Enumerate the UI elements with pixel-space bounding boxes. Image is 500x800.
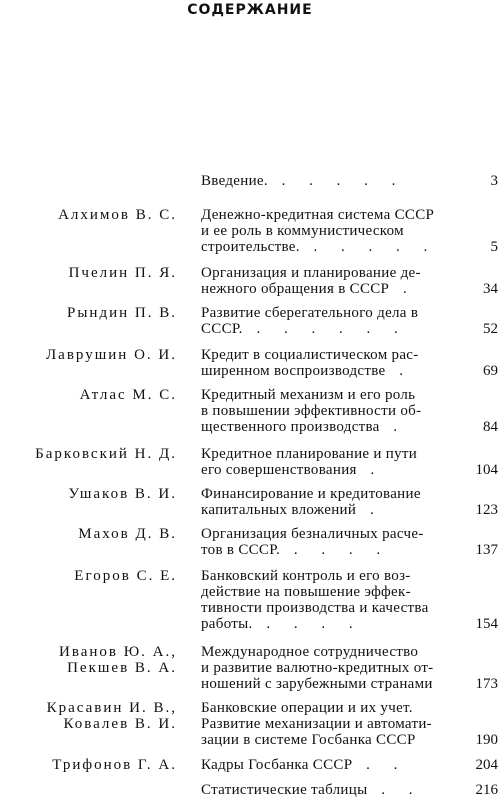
toc-title-line bbox=[201, 644, 473, 660]
toc-title-line bbox=[201, 347, 473, 363]
toc-title-line bbox=[201, 486, 473, 502]
toc-author-line: Пекшев В. А. bbox=[67, 660, 177, 676]
toc-title bbox=[201, 486, 473, 518]
toc-author-line: Махов Д. В. bbox=[78, 526, 177, 542]
toc-title-text: работы. bbox=[201, 616, 253, 632]
toc-title-text: Кредитный механизм и его роль bbox=[201, 387, 416, 403]
toc-author-line: Егоров С. Е. bbox=[74, 568, 177, 584]
toc-title-line bbox=[201, 782, 473, 798]
toc-page-number: 3 bbox=[490, 173, 498, 189]
toc-title-text: ношений с зарубежными странами bbox=[201, 676, 433, 692]
toc-title-line bbox=[201, 419, 473, 435]
toc-title-text: строительстве. bbox=[201, 239, 300, 255]
toc-title-line bbox=[201, 265, 473, 281]
toc-title-line bbox=[201, 239, 473, 255]
toc-leader-dots: . . . . . bbox=[299, 239, 438, 255]
toc-title-line bbox=[201, 732, 473, 748]
toc-title-text: Организация безналичных расче- bbox=[201, 526, 424, 542]
toc-title-line bbox=[201, 716, 473, 732]
toc-author-line: Иванов Ю. А., bbox=[59, 644, 177, 660]
toc-author-line: Ковалев В. И. bbox=[63, 716, 177, 732]
toc-title-text: щественного производства bbox=[201, 419, 380, 435]
toc-author-line: Алхимов В. С. bbox=[58, 207, 177, 223]
toc-title-line bbox=[201, 173, 473, 189]
toc-title-text: Банковские операции и их учет. bbox=[201, 700, 413, 716]
toc-title-line bbox=[201, 568, 473, 584]
toc-leader-dots: . . bbox=[367, 782, 423, 798]
toc-title-text: тов в СССР. bbox=[201, 542, 281, 558]
toc-author bbox=[0, 387, 177, 403]
toc-title-line bbox=[201, 207, 473, 223]
toc-author bbox=[0, 644, 177, 676]
toc-title-line bbox=[201, 700, 473, 716]
toc-author-line: Атлас М. С. bbox=[79, 387, 177, 403]
toc-author-line: Ушаков В. И. bbox=[68, 486, 177, 502]
toc-author-line: Пчелин П. Я. bbox=[68, 265, 177, 281]
toc-leader-dots: . bbox=[356, 462, 385, 478]
toc-title-text: и ее роль в коммунистическом bbox=[201, 223, 404, 239]
toc-page-number: 190 bbox=[475, 732, 498, 748]
toc-title-text: Банковский контроль и его воз- bbox=[201, 568, 411, 584]
toc-title bbox=[201, 526, 473, 558]
toc-page-number: 154 bbox=[475, 616, 498, 632]
toc-title bbox=[201, 644, 473, 692]
toc-title-line bbox=[201, 542, 473, 558]
toc-title bbox=[201, 782, 473, 798]
toc-title-line bbox=[201, 223, 473, 239]
toc-title-text: СССР. bbox=[201, 321, 243, 337]
toc-title-text: капитальных вложений bbox=[201, 502, 357, 518]
toc-title-text: Денежно-кредитная система СССР bbox=[201, 207, 435, 223]
toc-title bbox=[201, 265, 473, 297]
toc-title-line bbox=[201, 305, 473, 321]
toc-title-line bbox=[201, 616, 473, 632]
toc-title-text: действие на повышение эффек- bbox=[201, 584, 411, 600]
toc-author bbox=[0, 568, 177, 584]
toc-author bbox=[0, 700, 177, 732]
toc-title bbox=[201, 700, 473, 748]
toc-title-text: Международное сотрудничество bbox=[201, 644, 419, 660]
toc-title-text: Развитие сберегательного дела в bbox=[201, 305, 419, 321]
toc-page-number: 69 bbox=[483, 363, 498, 379]
toc-page-number: 84 bbox=[483, 419, 498, 435]
toc-title-text: его совершенствования bbox=[201, 462, 357, 478]
toc-page-number: 204 bbox=[475, 757, 498, 773]
toc-author-line: Трифонов Г. А. bbox=[52, 757, 177, 773]
toc-title-line bbox=[201, 526, 473, 542]
toc-leader-dots: . bbox=[389, 281, 417, 297]
toc-title-text: зации в системе Госбанка СССР bbox=[201, 732, 416, 748]
toc-leader-dots: . . . . bbox=[280, 542, 391, 558]
toc-leader-dots: . . . . . bbox=[267, 173, 406, 189]
toc-author bbox=[0, 757, 177, 773]
toc-title-text: и развитие валютно-кредитных от- bbox=[201, 660, 434, 676]
toc-title-line bbox=[201, 584, 473, 600]
toc-title-text: тивности производства и качества bbox=[201, 600, 429, 616]
toc-title-line bbox=[201, 502, 473, 518]
toc-title bbox=[201, 446, 473, 478]
toc-page-number: 34 bbox=[483, 281, 498, 297]
toc-title-text: Финансирование и кредитование bbox=[201, 486, 421, 502]
toc-page-number: 5 bbox=[490, 239, 498, 255]
toc-title-line bbox=[201, 757, 473, 773]
toc-title-line bbox=[201, 403, 473, 419]
toc-author bbox=[0, 526, 177, 542]
page-title: СОДЕРЖАНИЕ bbox=[187, 2, 313, 18]
toc-leader-dots: . bbox=[385, 363, 413, 379]
toc-title bbox=[201, 757, 473, 773]
toc-title bbox=[201, 568, 473, 632]
toc-title-line bbox=[201, 363, 473, 379]
toc-title-line bbox=[201, 321, 473, 337]
toc-title-text: Статистические таблицы bbox=[201, 782, 368, 798]
toc-author bbox=[0, 305, 177, 321]
toc-title-text: Организация и планирование де- bbox=[201, 265, 421, 281]
toc-author bbox=[0, 486, 177, 502]
toc-title-line bbox=[201, 676, 473, 692]
toc-title-text: Кадры Госбанка СССР bbox=[201, 757, 353, 773]
toc-author bbox=[0, 265, 177, 281]
toc-author bbox=[0, 347, 177, 363]
toc-title-text: Развитие механизации и автомати- bbox=[201, 716, 432, 732]
toc-title-text: ширенном воспроизводстве bbox=[201, 363, 386, 379]
toc-author bbox=[0, 446, 177, 462]
toc-author-line: Рындин П. В. bbox=[67, 305, 177, 321]
toc-page-number: 52 bbox=[483, 321, 498, 337]
toc-title-line bbox=[201, 462, 473, 478]
toc-title bbox=[201, 305, 473, 337]
toc-page-number: 173 bbox=[475, 676, 498, 692]
toc-title-text: нежного обращения в СССР bbox=[201, 281, 390, 297]
toc-title bbox=[201, 207, 473, 255]
toc-page-number: 216 bbox=[475, 782, 498, 798]
toc-leader-dots: . bbox=[356, 502, 384, 518]
toc-author-line: Красавин И. В., bbox=[46, 700, 177, 716]
toc-title-line bbox=[201, 660, 473, 676]
toc-leader-dots: . . . . bbox=[252, 616, 363, 632]
toc-title-line bbox=[201, 281, 473, 297]
toc-title-text: Введение. bbox=[201, 173, 268, 189]
toc-title-line bbox=[201, 600, 473, 616]
toc-title-text: в повышении эффективности об- bbox=[201, 403, 422, 419]
toc-title bbox=[201, 387, 473, 435]
toc-page-number: 104 bbox=[475, 462, 498, 478]
toc-page-number: 137 bbox=[475, 542, 498, 558]
toc-leader-dots: . bbox=[379, 419, 408, 435]
toc-author-line: Барковский Н. Д. bbox=[35, 446, 177, 462]
toc-page-number: 123 bbox=[475, 502, 498, 518]
toc-title-line bbox=[201, 387, 473, 403]
toc-title bbox=[201, 347, 473, 379]
toc-title bbox=[201, 173, 473, 189]
toc-title-text: Кредитное планирование и пути bbox=[201, 446, 418, 462]
toc-title-line bbox=[201, 446, 473, 462]
toc-author bbox=[0, 207, 177, 223]
toc-leader-dots: . . . . . . bbox=[242, 321, 408, 337]
toc-author-line: Лаврушин О. И. bbox=[46, 347, 177, 363]
toc-title-text: Кредит в социалистическом рас- bbox=[201, 347, 419, 363]
toc-leader-dots: . . bbox=[352, 757, 408, 773]
